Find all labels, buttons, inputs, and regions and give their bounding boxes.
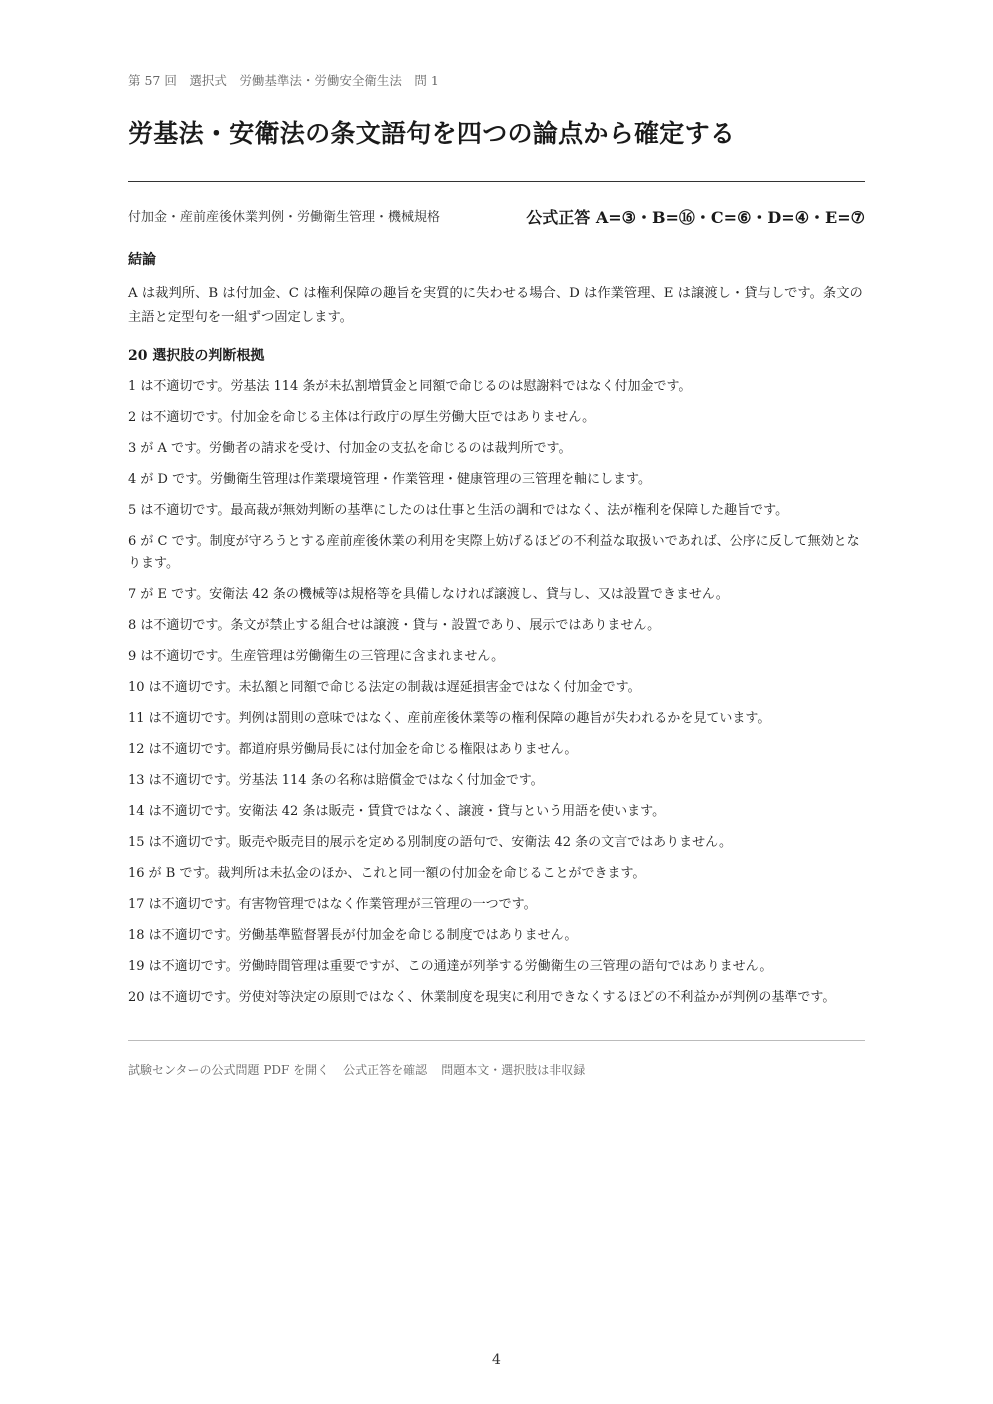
choice-item: 9 は不適切です。生産管理は労働衛生の三管理に含まれません。: [128, 649, 505, 664]
page-number: 4: [492, 1352, 501, 1368]
choice-item: 6 が C です。制度が守ろうとする産前産後休業の利用を実際上妨げるほどの不利益な取扱いであれば、公序に反して無効となります。: [128, 534, 860, 571]
choice-item: 16 が B です。裁判所は未払金のほか、これと同一額の付加金を命じることができます。: [128, 866, 646, 881]
choice-item: 18 は不適切です。労働基準監督署長が付加金を命じる制度ではありません。: [128, 928, 578, 943]
choice-item: 20 は不適切です。労使対等決定の原則ではなく、休業制度を現実に利用できなくするほどの不利益かが判例の基準です。: [128, 990, 836, 1005]
choice-item: 12 は不適切です。都道府県労働局長には付加金を命じる権限はありません。: [128, 742, 578, 757]
exam-breadcrumb: 第 57 回 選択式 労働基準法・労働安全衛生法 問 1: [128, 73, 439, 88]
title-divider: [128, 181, 865, 182]
choice-item: 10 は不適切です。未払額と同額で命じる法定の制裁は遅延損害金ではなく付加金です。: [128, 680, 641, 695]
choice-list: [128, 376, 868, 1018]
conclusion-text: A は裁判所、B は付加金、C は権利保障の趣旨を実質的に失わせる場合、D は作業管理、E は譲渡し・貸与しです。条文の主語と定型句を一組ずつ固定します。: [128, 286, 863, 325]
choice-item: 19 は不適切です。労働時間管理は重要ですが、この通達が列挙する労働衛生の三管理の語句ではありません。: [128, 959, 773, 974]
choice-item: 11 は不適切です。判例は罰則の意味ではなく、産前産後休業等の権利保障の趣旨が失われるかを見ています。: [128, 711, 771, 726]
check-official-answer-link[interactable]: 公式正答を確認: [343, 1063, 428, 1077]
choice-item: 15 は不適切です。販売や販売目的展示を定める別制度の語句で、安衛法 42 条の文言ではありません。: [128, 835, 732, 850]
official-answer: 公式正答 A=③・B=⑯・C=⑥・D=④・E=⑦: [526, 208, 865, 227]
choice-item: 1 は不適切です。労基法 114 条が未払割増賃金と同額で命じるのは慰謝料ではなく付加金です。: [128, 379, 692, 394]
choice-item: 8 は不適切です。条文が禁止する組合せは譲渡・貸与・設置であり、展示ではありません。: [128, 618, 661, 633]
choices-heading: 20 選択肢の判断根拠: [128, 348, 265, 364]
choice-item: 7 が E です。安衛法 42 条の機械等は規格等を具備しなければ譲渡し、貸与し、又は設置できません。: [128, 587, 729, 602]
choice-item: 5 は不適切です。最高裁が無効判断の基準にしたのは仕事と生活の調和ではなく、法が権利を保障した趣旨です。: [128, 503, 789, 518]
choice-item: 2 は不適切です。付加金を命じる主体は行政庁の厚生労働大臣ではありません。: [128, 410, 596, 425]
open-official-pdf-link[interactable]: 試験センターの公式問題 PDF を開く: [128, 1063, 330, 1077]
footer-links: [128, 1061, 585, 1078]
topics-line: 付加金・産前産後休業判例・労働衛生管理・機械規格: [128, 210, 441, 225]
footer-divider: [128, 1040, 865, 1041]
choice-item: 3 が A です。労働者の請求を受け、付加金の支払を命じるのは裁判所です。: [128, 441, 572, 456]
not-included-note: 問題本文・選択肢は非収録: [441, 1063, 586, 1077]
choice-item: 13 は不適切です。労基法 114 条の名称は賠償金ではなく付加金です。: [128, 773, 544, 788]
page-title: 労基法・安衛法の条文語句を四つの論点から確定する: [128, 119, 736, 148]
choice-item: 17 は不適切です。有害物管理ではなく作業管理が三管理の一つです。: [128, 897, 537, 912]
choice-item: 4 が D です。労働衛生管理は作業環境管理・作業管理・健康管理の三管理を軸にします。: [128, 472, 652, 487]
conclusion-heading: 結論: [128, 252, 156, 268]
choice-item: 14 は不適切です。安衛法 42 条は販売・賃貸ではなく、譲渡・貸与という用語を使います。: [128, 804, 666, 819]
